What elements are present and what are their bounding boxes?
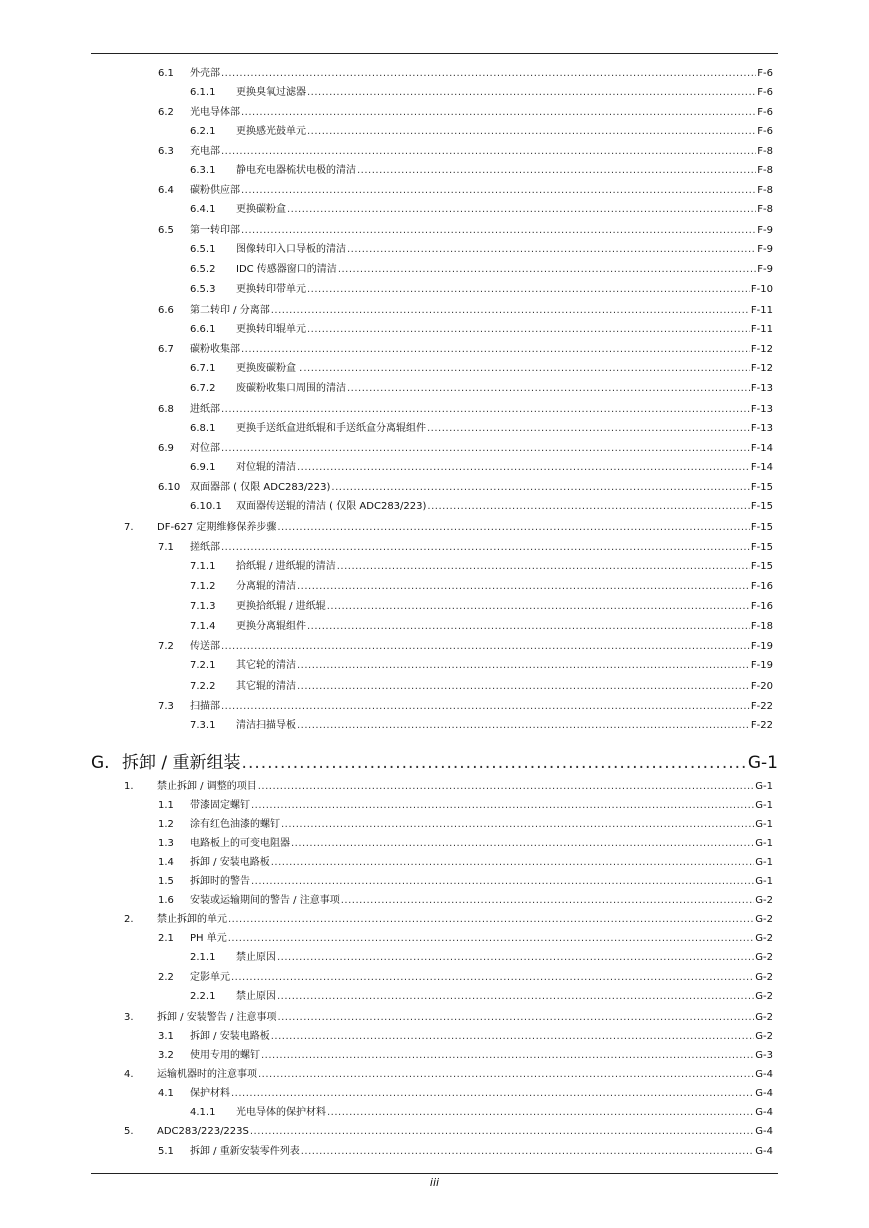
toc-leader-dots xyxy=(241,343,750,356)
toc-entry-number: 2.1 xyxy=(158,933,174,944)
toc-entry-page: F-8 xyxy=(757,146,773,157)
toc-leader-dots xyxy=(327,1106,754,1119)
toc-entry-title: 废碳粉收集口周围的清洁 xyxy=(236,383,346,394)
toc-leader-dots xyxy=(338,263,756,276)
toc-entry-number: 7.2.2 xyxy=(190,681,216,692)
toc-entry-title: 充电部 xyxy=(190,146,220,157)
toc-entry-page: G-2 xyxy=(755,895,773,906)
toc-leader-dots xyxy=(297,680,750,693)
toc-entry[interactable] xyxy=(158,343,773,356)
bottom-rule xyxy=(91,1173,778,1174)
toc-leader-dots xyxy=(241,184,756,197)
toc-entry-page: G-2 xyxy=(755,933,773,944)
toc-entry-number: 6.9.1 xyxy=(190,462,216,473)
toc-entry[interactable] xyxy=(158,894,773,907)
toc-entry-page: F-9 xyxy=(757,225,773,236)
toc-entry[interactable] xyxy=(158,145,773,158)
toc-entry-number: 6.5.2 xyxy=(190,264,216,275)
toc-leader-dots xyxy=(221,403,750,416)
toc-entry[interactable] xyxy=(190,164,773,177)
toc-leader-dots xyxy=(258,780,755,793)
toc-leader-dots xyxy=(281,818,754,831)
toc-entry-title: 更换手送纸盒进纸辊和手送纸盒分离辊组件 xyxy=(236,423,426,434)
toc-leader-dots xyxy=(307,283,750,296)
toc-entry-title: 碳粉供应部 xyxy=(190,185,240,196)
toc-entry[interactable] xyxy=(190,719,773,732)
toc-entry-title: 涂有红色油漆的螺钉 xyxy=(190,819,280,830)
toc-leader-dots xyxy=(242,753,747,773)
toc-entry-title: 运输机器时的注意事项 xyxy=(157,1069,257,1080)
toc-entry-page: F-11 xyxy=(750,324,773,335)
toc-entry-number: 7.2.1 xyxy=(190,660,216,671)
toc-entry-page: G-2 xyxy=(755,1012,773,1023)
toc-entry-page: G-1 xyxy=(755,876,773,887)
toc-entry-title: 外壳部 xyxy=(190,68,220,79)
toc-entry-number: 6.8.1 xyxy=(190,423,216,434)
toc-entry-number: 4.1.1 xyxy=(190,1107,216,1118)
toc-entry-title: 进纸部 xyxy=(190,404,220,415)
toc-entry[interactable] xyxy=(190,620,773,633)
toc-entry-page: F-12 xyxy=(750,344,773,355)
toc-leader-dots xyxy=(297,659,750,672)
toc-leader-dots xyxy=(327,600,750,613)
toc-leader-dots xyxy=(297,719,750,732)
toc-entry-page: F-22 xyxy=(750,720,773,731)
toc-entry-page: G-4 xyxy=(755,1088,773,1099)
toc-entry-number: 6.3 xyxy=(158,146,174,157)
toc-entry-number: 6.1 xyxy=(158,68,174,79)
toc-entry[interactable] xyxy=(124,1068,773,1081)
toc-leader-dots xyxy=(307,86,756,99)
toc-entry-page: G-1 xyxy=(755,857,773,868)
toc-entry[interactable] xyxy=(190,1106,773,1119)
toc-leader-dots xyxy=(277,990,754,1003)
toc-entry-page: F-8 xyxy=(757,185,773,196)
toc-entry-title: ADC283/223/223S xyxy=(157,1126,249,1137)
toc-entry-page: G-1 xyxy=(747,753,778,773)
toc-leader-dots xyxy=(427,422,750,435)
toc-entry[interactable] xyxy=(158,837,773,850)
toc-entry-page: F-15 xyxy=(750,542,773,553)
toc-entry-page: F-15 xyxy=(750,482,773,493)
toc-entry-number: 6.9 xyxy=(158,443,174,454)
toc-entry-title: IDC 传感器窗口的清洁 xyxy=(236,264,337,275)
toc-entry[interactable] xyxy=(158,1030,773,1043)
toc-entry-page: F-13 xyxy=(750,383,773,394)
toc-entry-title: 其它辊的清洁 xyxy=(236,681,296,692)
toc-entry-title: 禁止原因 xyxy=(236,952,276,963)
toc-entry-title: 安装或运输期间的警告 / 注意事项 xyxy=(190,895,340,906)
toc-entry-title: 搓纸部 xyxy=(190,542,220,553)
toc-entry-page: G-1 xyxy=(755,838,773,849)
toc-leader-dots xyxy=(221,700,750,713)
toc-entry-page: G-1 xyxy=(755,819,773,830)
toc-entry-page: F-15 xyxy=(750,501,773,512)
toc-entry-number: 6.7 xyxy=(158,344,174,355)
toc-entry-number: 6.8 xyxy=(158,404,174,415)
toc-entry-title: 更换碳粉盒 xyxy=(236,204,286,215)
toc-entry[interactable] xyxy=(124,1125,773,1138)
toc-leader-dots xyxy=(241,224,756,237)
toc-entry-title: 拆卸 / 重新安装零件列表 xyxy=(190,1146,300,1157)
toc-entry-number: 7.3 xyxy=(158,701,174,712)
toc-entry-number: 7.2 xyxy=(158,641,174,652)
toc-entry-page: G-2 xyxy=(755,991,773,1002)
toc-entry-number: 6.2.1 xyxy=(190,126,216,137)
toc-entry-title: 对位部 xyxy=(190,443,220,454)
toc-leader-dots xyxy=(228,913,754,926)
toc-entry[interactable] xyxy=(158,856,773,869)
toc-entry[interactable] xyxy=(158,818,773,831)
toc-entry-number: 7.1.3 xyxy=(190,601,216,612)
top-rule xyxy=(91,53,778,54)
toc-leader-dots xyxy=(221,541,750,554)
toc-entry-page: G-1 xyxy=(755,781,773,792)
toc-entry-page: F-9 xyxy=(757,244,773,255)
toc-entry-number: 6.5.3 xyxy=(190,284,216,295)
toc-entry-page: F-6 xyxy=(757,126,773,137)
toc-entry-page: F-6 xyxy=(757,87,773,98)
toc-entry[interactable] xyxy=(158,1087,773,1100)
toc-leader-dots xyxy=(307,323,750,336)
toc-entry-title: 更换拾纸辊 / 进纸辊 xyxy=(236,601,326,612)
toc-entry-title: 更换废碳粉盒 . xyxy=(236,363,303,374)
toc-leader-dots xyxy=(271,304,750,317)
toc-entry-number: 6.2 xyxy=(158,107,174,118)
toc-entry-number: 1.6 xyxy=(158,895,174,906)
toc-leader-dots xyxy=(271,1030,755,1043)
toc-entry[interactable] xyxy=(190,125,773,138)
toc-leader-dots xyxy=(221,640,750,653)
toc-entry-number: 7.1.1 xyxy=(190,561,216,572)
toc-entry[interactable] xyxy=(190,580,773,593)
toc-entry-number: 2. xyxy=(124,914,134,925)
toc-entry-number: 7.1.2 xyxy=(190,581,216,592)
toc-entry-title: 双面器部 ( 仅限 ADC283/223) xyxy=(190,482,331,493)
toc-entry[interactable] xyxy=(158,1049,773,1062)
toc-entry-page: G-2 xyxy=(755,952,773,963)
toc-entry-title: 拆卸 / 安装警告 / 注意事项 xyxy=(157,1012,277,1023)
toc-entry-number: 6.7.1 xyxy=(190,363,216,374)
toc-entry-number: 3.1 xyxy=(158,1031,174,1042)
toc-entry-title: 禁止拆卸 / 调整的项目 xyxy=(157,781,257,792)
toc-leader-dots xyxy=(303,362,750,375)
toc-entry-number: 1. xyxy=(124,781,134,792)
toc-entry[interactable] xyxy=(190,951,773,964)
toc-entry-title: 光电导体部 xyxy=(190,107,240,118)
toc-entry[interactable] xyxy=(158,184,773,197)
toc-entry-page: F-14 xyxy=(750,462,773,473)
toc-leader-dots xyxy=(277,1011,754,1024)
toc-entry-page: F-8 xyxy=(757,165,773,176)
toc-leader-dots xyxy=(301,1145,755,1158)
toc-entry-number: 6.6.1 xyxy=(190,324,216,335)
toc-entry-page: G-4 xyxy=(755,1146,773,1157)
toc-leader-dots xyxy=(277,951,754,964)
toc-entry-number: 6.10 xyxy=(158,482,181,493)
toc-entry[interactable] xyxy=(124,1011,773,1024)
toc-entry[interactable] xyxy=(158,403,773,416)
toc-entry-title: 禁止拆卸的单元 xyxy=(157,914,227,925)
toc-leader-dots xyxy=(221,67,756,80)
toc-entry[interactable] xyxy=(190,323,773,336)
toc-entry[interactable] xyxy=(158,640,773,653)
toc-entry[interactable] xyxy=(158,224,773,237)
toc-leader-dots xyxy=(341,894,755,907)
toc-entry-page: F-13 xyxy=(750,423,773,434)
toc-entry-number: 2.1.1 xyxy=(190,952,216,963)
toc-entry-number: 3.2 xyxy=(158,1050,174,1061)
toc-entry-page: F-6 xyxy=(757,107,773,118)
toc-leader-dots xyxy=(347,382,750,395)
toc-leader-dots xyxy=(221,145,756,158)
toc-entry-page: G-4 xyxy=(755,1126,773,1137)
toc-leader-dots xyxy=(221,442,750,455)
toc-entry-number: 6.5.1 xyxy=(190,244,216,255)
toc-entry[interactable] xyxy=(158,442,773,455)
toc-entry-page: F-11 xyxy=(750,305,773,316)
toc-entry-number: 1.5 xyxy=(158,876,174,887)
toc-entry-title: 光电导体的保护材料 xyxy=(236,1107,326,1118)
toc-leader-dots xyxy=(307,125,756,138)
toc-entry-title: 更换臭氧过滤器 xyxy=(236,87,306,98)
toc-entry-page: F-16 xyxy=(750,581,773,592)
toc-entry-title: 第一转印部 xyxy=(190,225,240,236)
toc-entry-page: G-4 xyxy=(755,1069,773,1080)
toc-entry-page: F-19 xyxy=(750,641,773,652)
toc-entry[interactable] xyxy=(158,971,773,984)
toc-entry-page: G-4 xyxy=(755,1107,773,1118)
toc-entry[interactable] xyxy=(190,382,773,395)
toc-entry[interactable] xyxy=(124,780,773,793)
toc-entry-number: 4. xyxy=(124,1069,134,1080)
toc-entry-number: 6.7.2 xyxy=(190,383,216,394)
toc-entry-page: F-6 xyxy=(757,68,773,79)
toc-entry-title: 禁止原因 xyxy=(236,991,276,1002)
toc-entry-title: 拆卸时的警告 xyxy=(190,876,250,887)
toc-entry[interactable] xyxy=(158,875,773,888)
toc-entry-page: G-3 xyxy=(755,1050,773,1061)
toc-entry-title: 清洁扫描导板 xyxy=(236,720,296,731)
toc-entry-number: 1.2 xyxy=(158,819,174,830)
toc-entry-page: F-12 xyxy=(750,363,773,374)
toc-entry-page: F-8 xyxy=(757,204,773,215)
toc-entry[interactable] xyxy=(190,680,773,693)
toc-leader-dots xyxy=(261,1049,754,1062)
toc-entry-number: 7.1 xyxy=(158,542,174,553)
toc-entry-title: 更换转印辊单元 xyxy=(236,324,306,335)
toc-entry[interactable] xyxy=(190,990,773,1003)
toc-entry-title: 第二转印 / 分离部 xyxy=(190,305,270,316)
page-number: iii xyxy=(429,1176,440,1189)
toc-leader-dots xyxy=(291,837,754,850)
toc-entry-title: 拆卸 / 安装电路板 xyxy=(190,1031,270,1042)
toc-entry-page: F-16 xyxy=(750,601,773,612)
toc-entry-page: F-15 xyxy=(750,522,773,533)
toc-entry[interactable] xyxy=(190,283,773,296)
toc-entry-page: G-2 xyxy=(755,914,773,925)
toc-entry-page: G-2 xyxy=(755,972,773,983)
toc-entry-title: 静电充电器梳状电极的清洁 xyxy=(236,165,356,176)
toc-entry[interactable] xyxy=(190,362,773,375)
toc-entry-number: 2.2.1 xyxy=(190,991,216,1002)
toc-entry-page: F-19 xyxy=(750,660,773,671)
toc-entry-number: 6.10.1 xyxy=(190,501,222,512)
toc-entry-number: 5. xyxy=(124,1126,134,1137)
toc-entry[interactable] xyxy=(190,243,773,256)
toc-entry-title: 使用专用的螺钉 xyxy=(190,1050,260,1061)
toc-leader-dots xyxy=(251,875,754,888)
toc-entry[interactable] xyxy=(124,521,773,534)
toc-entry-title: 双面器传送辊的清洁 ( 仅限 ADC283/223) xyxy=(236,501,427,512)
toc-entry-title: 图像转印入口导板的清洁 xyxy=(236,244,346,255)
toc-leader-dots xyxy=(251,799,754,812)
toc-entry-number: 6.1.1 xyxy=(190,87,216,98)
toc-leader-dots xyxy=(231,971,754,984)
toc-entry[interactable] xyxy=(158,67,773,80)
toc-entry-number: 5.1 xyxy=(158,1146,174,1157)
toc-entry[interactable] xyxy=(190,422,773,435)
toc-entry-number: 7.1.4 xyxy=(190,621,216,632)
toc-entry-number: 6.5 xyxy=(158,225,174,236)
toc-entry[interactable] xyxy=(158,1145,773,1158)
toc-leader-dots xyxy=(231,1087,754,1100)
toc-entry-page: F-13 xyxy=(750,404,773,415)
toc-entry-title: 碳粉收集部 xyxy=(190,344,240,355)
toc-entry[interactable] xyxy=(158,304,773,317)
toc-entry[interactable] xyxy=(190,86,773,99)
toc-entry[interactable] xyxy=(190,600,773,613)
toc-entry[interactable] xyxy=(158,932,773,945)
toc-entry[interactable] xyxy=(190,263,773,276)
toc-entry[interactable] xyxy=(190,500,773,513)
toc-entry-page: G-1 xyxy=(755,800,773,811)
toc-entry-title: 分离辊的清洁 xyxy=(236,581,296,592)
toc-entry-title: 扫描部 xyxy=(190,701,220,712)
toc-entry-title: DF-627 定期维修保养步骤 xyxy=(157,522,277,533)
toc-leader-dots xyxy=(357,164,756,177)
toc-leader-dots xyxy=(337,560,750,573)
toc-entry-title: 保护材料 xyxy=(190,1088,230,1099)
toc-entry-page: F-22 xyxy=(750,701,773,712)
toc-entry-number: 3. xyxy=(124,1012,134,1023)
toc-entry-page: F-10 xyxy=(750,284,773,295)
toc-entry-page: F-14 xyxy=(750,443,773,454)
toc-entry-number: 1.3 xyxy=(158,838,174,849)
toc-entry[interactable] xyxy=(158,481,773,494)
toc-entry[interactable] xyxy=(124,913,773,926)
toc-leader-dots xyxy=(250,1125,754,1138)
toc-entry-title: 其它轮的清洁 xyxy=(236,660,296,671)
toc-entry[interactable] xyxy=(190,659,773,672)
toc-entry-title: 更换感光鼓单元 xyxy=(236,126,306,137)
toc-entry[interactable] xyxy=(190,560,773,573)
toc-entry[interactable] xyxy=(190,203,773,216)
toc-entry-number: 1.4 xyxy=(158,857,174,868)
toc-leader-dots xyxy=(427,500,750,513)
toc-entry-title: 更换转印带单元 xyxy=(236,284,306,295)
toc-entry-title: 更换分离辊组件 xyxy=(236,621,306,632)
toc-leader-dots xyxy=(297,461,750,474)
toc-leader-dots xyxy=(277,521,750,534)
toc-leader-dots xyxy=(287,203,756,216)
toc-entry-number: 6.4.1 xyxy=(190,204,216,215)
toc-leader-dots xyxy=(241,106,756,119)
toc-entry-title: 带漆固定螺钉 xyxy=(190,800,250,811)
toc-entry-title: PH 单元 xyxy=(190,933,227,944)
toc-entry-number: 7.3.1 xyxy=(190,720,216,731)
toc-entry[interactable] xyxy=(158,700,773,713)
toc-entry-number: 2.2 xyxy=(158,972,174,983)
toc-entry-page: F-9 xyxy=(757,264,773,275)
toc-entry-number: G. xyxy=(91,753,110,773)
toc-leader-dots xyxy=(297,580,750,593)
toc-leader-dots xyxy=(271,856,755,869)
toc-entry-title: 电路板上的可变电阻器 xyxy=(190,838,290,849)
toc-entry-number: 6.4 xyxy=(158,185,174,196)
toc-leader-dots xyxy=(228,932,755,945)
toc-entry-page: F-18 xyxy=(750,621,773,632)
toc-entry-number: 7. xyxy=(124,522,134,533)
toc-entry-title: 对位辊的清洁 xyxy=(236,462,296,473)
toc-leader-dots xyxy=(307,620,750,633)
toc-entry-title: 传送部 xyxy=(190,641,220,652)
toc-entry-number: 4.1 xyxy=(158,1088,174,1099)
toc-entry[interactable] xyxy=(158,799,773,812)
toc-entry-title: 拾纸辊 / 进纸辊的清洁 xyxy=(236,561,336,572)
toc-entry-title: 拆卸 / 安装电路板 xyxy=(190,857,270,868)
toc-entry[interactable] xyxy=(158,106,773,119)
toc-entry-number: 1.1 xyxy=(158,800,174,811)
toc-entry-page: G-2 xyxy=(755,1031,773,1042)
toc-leader-dots xyxy=(331,481,750,494)
toc-entry[interactable] xyxy=(158,541,773,554)
toc-entry[interactable] xyxy=(190,461,773,474)
toc-entry-page: F-15 xyxy=(750,561,773,572)
toc-leader-dots xyxy=(258,1068,754,1081)
toc-chapter-entry[interactable] xyxy=(91,753,778,773)
toc-entry-number: 6.3.1 xyxy=(190,165,216,176)
toc-entry-title: 拆卸 / 重新组装 xyxy=(122,753,241,773)
toc-leader-dots xyxy=(347,243,756,256)
toc-entry-title: 定影单元 xyxy=(190,972,230,983)
toc-entry-number: 6.6 xyxy=(158,305,174,316)
toc-entry-page: F-20 xyxy=(750,681,773,692)
